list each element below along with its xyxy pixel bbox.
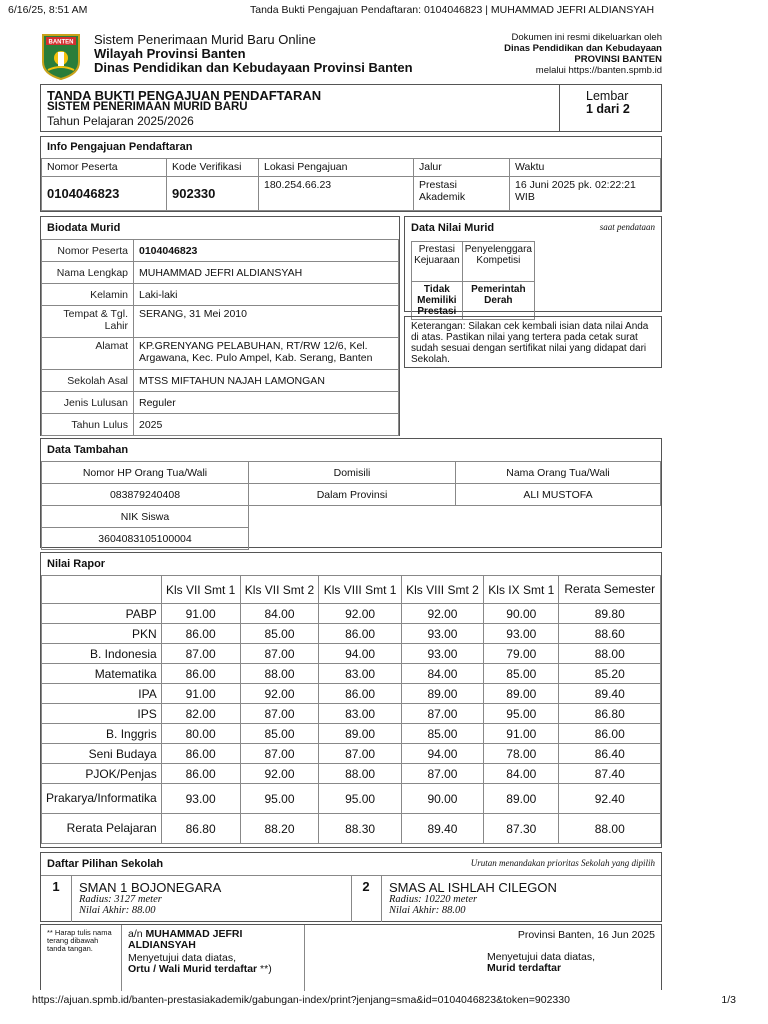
empty-cell (249, 506, 661, 550)
rapor-value: 92.40 (559, 784, 661, 814)
rapor-row (42, 644, 661, 664)
info-section (40, 136, 662, 212)
rapor-value: 88.00 (559, 644, 661, 664)
rapor-row (42, 724, 661, 744)
info-header-waktu: Waktu (510, 159, 661, 177)
prestasi-header: Prestasi Kejuaraan (412, 242, 463, 282)
letterhead-line1: Sistem Penerimaan Murid Baru Online (94, 32, 316, 47)
document-title: TANDA BUKTI PENGAJUAN PENDAFTARAN (47, 88, 322, 103)
divider (559, 85, 560, 131)
rapor-value: 91.00 (484, 724, 559, 744)
rapor-subject: Matematika (42, 664, 162, 684)
ortu-line2: Ortu / Wali Murid terdaftar (128, 963, 258, 975)
rapor-value: 87.00 (401, 764, 483, 784)
rapor-corner (42, 576, 162, 604)
rapor-value: 92.00 (240, 684, 319, 704)
rapor-subject: B. Indonesia (42, 644, 162, 664)
penyelenggara-value: Pemerintah Derah (462, 282, 534, 320)
nilai-murid-table (411, 241, 535, 320)
rapor-value: 88.00 (559, 814, 661, 844)
rapor-value: 94.00 (319, 644, 401, 664)
rapor-column-header: Kls VII Smt 1 (161, 576, 240, 604)
rapor-value: 90.00 (484, 604, 559, 624)
rapor-value: 88.00 (240, 664, 319, 684)
biodata-row (42, 262, 399, 284)
rapor-column-header: Kls IX Smt 1 (484, 576, 559, 604)
biodata-section (40, 216, 400, 436)
pilihan-radius: Radius: 3127 meter (79, 894, 162, 905)
rapor-value: 86.40 (559, 744, 661, 764)
pilihan-number: 1 (41, 876, 72, 922)
letterhead-line2: Wilayah Provinsi Banten (94, 46, 246, 61)
print-page-title: Tanda Bukti Pengajuan Pendaftaran: 0104046823 | MUHAMMAD JEFRI ALDIANSYAH (250, 4, 655, 16)
rapor-subject: PKN (42, 624, 162, 644)
rapor-value: 84.00 (484, 764, 559, 784)
rapor-value: 85.20 (559, 664, 661, 684)
info-table (41, 158, 661, 211)
biodata-value: 2025 (134, 414, 399, 436)
rapor-subject: PJOK/Penjas (42, 764, 162, 784)
rapor-value: 85.00 (240, 624, 319, 644)
rapor-value: 87.00 (240, 644, 319, 664)
signature-note: ** Harap tulis nama terang dibawah tanda tangan. (47, 928, 112, 953)
rapor-value: 82.00 (161, 704, 240, 724)
rapor-subject: Seni Budaya (42, 744, 162, 764)
rapor-value: 86.00 (319, 624, 401, 644)
rapor-row (42, 744, 661, 764)
rapor-value: 92.00 (240, 764, 319, 784)
rapor-value: 86.00 (319, 684, 401, 704)
ortu-value: ALI MUSTOFA (456, 484, 661, 506)
logo-text: BANTEN (48, 39, 74, 46)
rapor-subject: IPA (42, 684, 162, 704)
print-datetime: 6/16/25, 8:51 AM (8, 4, 88, 16)
document-title-box (40, 84, 662, 132)
tambahan-section (40, 438, 662, 548)
biodata-label: Tempat & Tgl. Lahir (42, 306, 134, 338)
rapor-value: 90.00 (401, 784, 483, 814)
rapor-subject: IPS (42, 704, 162, 724)
rapor-value: 92.00 (401, 604, 483, 624)
rapor-value: 93.00 (401, 644, 483, 664)
biodata-row (42, 338, 399, 370)
rapor-value: 94.00 (401, 744, 483, 764)
pilihan-nilai: Nilai Akhir: 88.00 (389, 905, 466, 916)
rapor-value: 80.00 (161, 724, 240, 744)
rapor-row (42, 664, 661, 684)
rapor-column-header: Kls VIII Smt 1 (319, 576, 401, 604)
rapor-value: 86.80 (559, 704, 661, 724)
rapor-row (42, 784, 661, 814)
pilihan-number: 2 (351, 876, 382, 922)
biodata-table (41, 239, 399, 436)
rapor-value: 87.40 (559, 764, 661, 784)
murid-line2: Murid terdaftar (487, 962, 562, 974)
info-waktu: 16 Juni 2025 pk. 02:22:21 WIB (510, 177, 661, 211)
rapor-value: 92.00 (319, 604, 401, 624)
rapor-value: 88.20 (240, 814, 319, 844)
rapor-subject: B. Inggris (42, 724, 162, 744)
biodata-label: Nomor Peserta (42, 240, 134, 262)
rapor-subject: Prakarya/Informatika (42, 784, 162, 814)
letterhead (40, 30, 662, 80)
hp-value: 083879240408 (42, 484, 249, 506)
info-jalur: Prestasi Akademik (414, 177, 510, 211)
rapor-row (42, 814, 661, 844)
rapor-column-header: Rerata Semester (559, 576, 661, 604)
biodata-label: Tahun Lulus (42, 414, 134, 436)
an-name: MUHAMMAD JEFRI ALDIANSYAH (128, 928, 243, 951)
rapor-value: 87.00 (240, 704, 319, 724)
rapor-value: 86.80 (161, 814, 240, 844)
letterhead-issuer (504, 32, 662, 76)
rapor-value: 86.00 (161, 664, 240, 684)
nik-label: NIK Siswa (42, 506, 249, 528)
rapor-value: 85.00 (401, 724, 483, 744)
school-year: Tahun Pelajaran 2025/2026 (47, 114, 194, 128)
rapor-value: 88.00 (319, 764, 401, 784)
rapor-row (42, 764, 661, 784)
rapor-value: 88.60 (559, 624, 661, 644)
rapor-value: 84.00 (240, 604, 319, 624)
domisili-value: Dalam Provinsi (249, 484, 456, 506)
rapor-value: 86.00 (161, 744, 240, 764)
rapor-heading: Nilai Rapor (47, 558, 106, 570)
rapor-value: 91.00 (161, 684, 240, 704)
rapor-value: 89.00 (319, 724, 401, 744)
rapor-section (40, 552, 662, 848)
print-footer (0, 992, 768, 1010)
rapor-value: 87.00 (240, 744, 319, 764)
rapor-row (42, 704, 661, 724)
tambahan-table (41, 461, 661, 550)
pilihan-school-name: SMAS AL ISHLAH CILEGON (389, 880, 557, 895)
info-header-kode: Kode Verifikasi (167, 159, 259, 177)
biodata-value: MUHAMMAD JEFRI ALDIANSYAH (134, 262, 399, 284)
biodata-value: 0104046823 (134, 240, 399, 262)
pilihan-heading: Daftar Pilihan Sekolah (47, 858, 164, 870)
pilihan-section (40, 852, 662, 922)
biodata-value: MTSS MIFTAHUN NAJAH LAMONGAN (134, 370, 399, 392)
document-subtitle: SISTEM PENERIMAAN MURID BARU (47, 101, 248, 113)
biodata-row (42, 392, 399, 414)
biodata-label: Nama Lengkap (42, 262, 134, 284)
issuer-line2: Dinas Pendidikan dan Kebudayaan (504, 43, 662, 54)
info-header-lokasi: Lokasi Pengajuan (259, 159, 414, 177)
rapor-subject: PABP (42, 604, 162, 624)
info-lokasi: 180.254.66.23 (259, 177, 414, 211)
signature-section (40, 924, 662, 990)
rapor-value: 78.00 (484, 744, 559, 764)
pilihan-note: Urutan menandakan prioritas Sekolah yang dipilih (470, 858, 655, 868)
sheet-value: 1 dari 2 (586, 102, 630, 116)
rapor-column-header: Kls VIII Smt 2 (401, 576, 483, 604)
keterangan-text: Keterangan: Silakan cek kembali isian data nilai Anda di atas. Pastikan nilai yang tertera pada cetak surat sudah sesuai dengan sertifikat nilai yang didapat dari Sekolah. (411, 321, 649, 365)
print-page-count: 1/3 (721, 994, 736, 1006)
rapor-value: 87.00 (319, 744, 401, 764)
pilihan-school-name: SMAN 1 BOJONEGARA (79, 880, 222, 895)
rapor-value: 79.00 (484, 644, 559, 664)
biodata-row (42, 306, 399, 338)
biodata-row (42, 414, 399, 436)
rapor-value: 86.00 (559, 724, 661, 744)
nik-value: 3604083105100004 (42, 528, 249, 550)
issuer-line4: melalui https://banten.spmb.id (535, 65, 662, 76)
pilihan-radius: Radius: 10220 meter (389, 894, 478, 905)
ortu-line1: Menyetujui data diatas, (128, 952, 236, 964)
print-header (0, 0, 768, 18)
murid-line1: Menyetujui data diatas, (487, 951, 595, 963)
rapor-value: 93.00 (401, 624, 483, 644)
biodata-heading: Biodata Murid (47, 222, 121, 234)
pilihan-nilai: Nilai Akhir: 88.00 (79, 905, 156, 916)
nilai-murid-section (404, 216, 662, 317)
place-date: Provinsi Banten, 16 Jun 2025 (517, 929, 655, 941)
rapor-value: 87.30 (484, 814, 559, 844)
biodata-label: Jenis Lulusan (42, 392, 134, 414)
info-header-jalur: Jalur (414, 159, 510, 177)
biodata-row (42, 370, 399, 392)
rapor-table (41, 575, 661, 844)
biodata-label: Sekolah Asal (42, 370, 134, 392)
nilai-murid-note: saat pendataan (599, 222, 655, 232)
domisili-label: Domisili (249, 462, 456, 484)
rapor-value: 87.00 (161, 644, 240, 664)
info-nomor: 0104046823 (42, 177, 167, 211)
biodata-value: Reguler (134, 392, 399, 414)
biodata-row (42, 284, 399, 306)
info-kode: 902330 (167, 177, 259, 211)
rapor-value: 93.00 (161, 784, 240, 814)
keterangan-box (404, 316, 662, 368)
rapor-value: 83.00 (319, 704, 401, 724)
biodata-row (42, 240, 399, 262)
rapor-value: 95.00 (319, 784, 401, 814)
biodata-value: Laki-laki (134, 284, 399, 306)
rapor-column-header: Kls VII Smt 2 (240, 576, 319, 604)
penyelenggara-header: Penyelenggara Kompetisi (462, 242, 534, 282)
rapor-value: 86.00 (161, 764, 240, 784)
rapor-value: 84.00 (401, 664, 483, 684)
nilai-murid-heading: Data Nilai Murid (411, 222, 495, 234)
tambahan-heading: Data Tambahan (47, 444, 129, 456)
rapor-header-row (42, 576, 661, 604)
banten-logo-icon (40, 32, 82, 80)
rapor-value: 89.00 (484, 784, 559, 814)
biodata-label: Alamat (42, 338, 134, 370)
rapor-value: 89.40 (401, 814, 483, 844)
rapor-row (42, 684, 661, 704)
pilihan-list (41, 875, 661, 922)
rapor-value: 85.00 (484, 664, 559, 684)
hp-label: Nomor HP Orang Tua/Wali (42, 462, 249, 484)
prestasi-value: Tidak Memiliki Prestasi (412, 282, 463, 320)
issuer-line1: Dokumen ini resmi dikeluarkan oleh (511, 32, 662, 43)
rapor-value: 86.00 (161, 624, 240, 644)
rapor-value: 91.00 (161, 604, 240, 624)
an-prefix: a/n (128, 928, 143, 940)
rapor-value: 89.80 (559, 604, 661, 624)
rapor-value: 89.40 (559, 684, 661, 704)
info-heading: Info Pengajuan Pendaftaran (47, 141, 193, 153)
rapor-value: 88.30 (319, 814, 401, 844)
rapor-row (42, 624, 661, 644)
biodata-label: Kelamin (42, 284, 134, 306)
ortu-suffix: **) (260, 963, 272, 975)
letterhead-line3: Dinas Pendidikan dan Kebudayaan Provinsi Banten (94, 60, 413, 75)
rapor-subject: Rerata Pelajaran (42, 814, 162, 844)
biodata-value: SERANG, 31 Mei 2010 (134, 306, 399, 338)
rapor-value: 93.00 (484, 624, 559, 644)
rapor-value: 95.00 (484, 704, 559, 724)
pilihan-item (351, 876, 661, 922)
rapor-row (42, 604, 661, 624)
biodata-value: KP.GRENYANG PELABUHAN, RT/RW 12/6, Kel. Argawana, Kec. Pulo Ampel, Kab. Serang, Banten (134, 338, 399, 370)
rapor-value: 83.00 (319, 664, 401, 684)
rapor-value: 89.00 (401, 684, 483, 704)
ortu-label: Nama Orang Tua/Wali (456, 462, 661, 484)
sheet-label: Lembar (586, 89, 629, 103)
rapor-value: 89.00 (484, 684, 559, 704)
rapor-value: 85.00 (240, 724, 319, 744)
ortu-signature-box (121, 925, 305, 991)
issuer-line3: PROVINSI BANTEN (574, 54, 662, 65)
pilihan-item (41, 876, 352, 922)
rapor-value: 95.00 (240, 784, 319, 814)
info-header-nomor: Nomor Peserta (42, 159, 167, 177)
rapor-value: 87.00 (401, 704, 483, 724)
print-url: https://ajuan.spmb.id/banten-prestasiakademik/gabungan-index/print?jenjang=sma&id=0104046823&token=902330 (32, 994, 570, 1006)
